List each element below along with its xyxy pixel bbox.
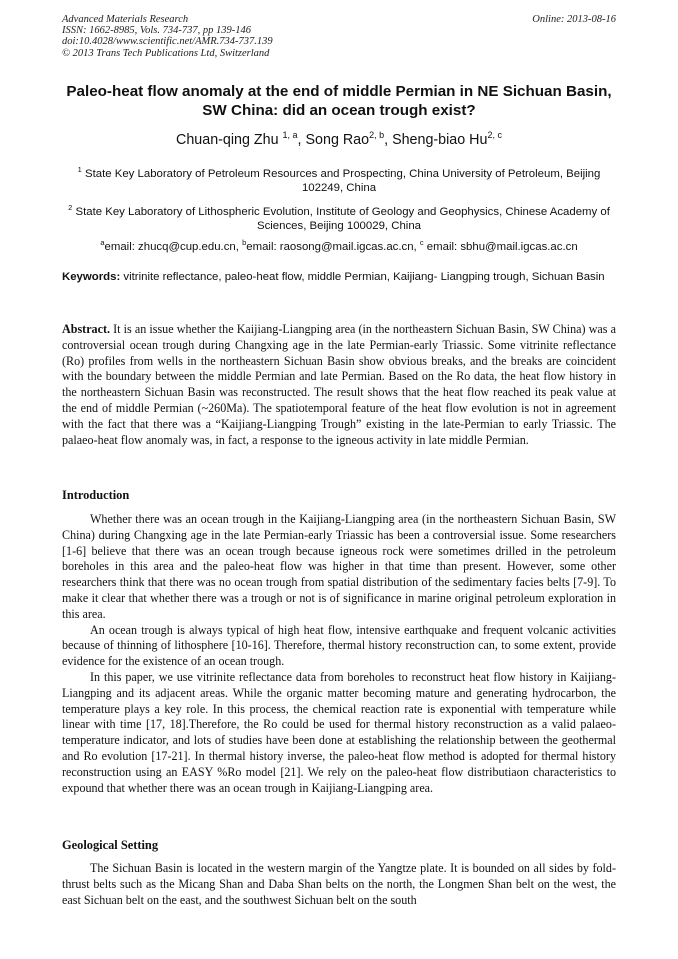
affiliation-2 xyxy=(62,201,616,234)
email-link[interactable]: email: zhucq@cup.edu.cn, xyxy=(104,240,243,253)
geological-setting-body xyxy=(62,861,616,908)
paper-title: Paleo-heat flow anomaly at the end of middle Permian in NE Sichuan Basin, SW China: did an ocean trough exist? xyxy=(66,83,612,119)
geological-setting-paragraph: The Sichuan Basin is located in the western margin of the Yangtze plate. It is bounded on all sides by fold-thrust belts such as the Micang Shan and Daba Shan belts on the north, the Longmen Shan belt on the west, the east Sichuan belt on the east, and the southwest Sichuan belt on the south xyxy=(62,861,616,907)
introduction-paragraph: Whether there was an ocean trough in the Kaijiang-Liangping area (in the northeastern Sichuan Basin, SW China) during Changxing age in the late Permian-early Triassic has been a controversial issue. Some researchers [1-6] believe that there was an ocean trough because igneous rock were sometimes drilled in the petroleum boreholes in this area and the paleo-heat flow was higher in that time than present. However, some other researchers think that there was no ocean trough from spatial distribution of the sedimentary facies belts [7-9]. To make it clear that whether there was a trough or not is of significance in marine original petroleum exploration in this area. xyxy=(62,512,616,621)
email-link[interactable]: email: sbhu@mail.igcas.ac.cn xyxy=(423,240,578,253)
author-sep: , xyxy=(297,131,306,148)
author-sep: , xyxy=(384,131,393,148)
introduction-paragraph: An ocean trough is always typical of high heat flow, intensive earthquake and frequent volcanic activities because of thinning of lithosphere [10-16]. Therefore, thermal history reconstruction can, to some extent, provide evidence for the existence of an ocean trough. xyxy=(62,622,616,669)
journal-name: Advanced Materials Research xyxy=(62,14,189,25)
issn-line: ISSN: 1662-8985, Vols. 734-737, pp 139-146 xyxy=(62,25,251,37)
affiliation-text: State Key Laboratory of Lithospheric Evolution, Institute of Geology and Geophysics, Chinese Academy of Sciences, Beijing 100029, China xyxy=(75,205,610,233)
keywords-text: vitrinite reflectance, paleo-heat flow, middle Permian, Kaijiang- Liangping trough, Sichuan Basin xyxy=(120,271,605,283)
introduction-body xyxy=(62,512,616,796)
affiliation-text: State Key Laboratory of Petroleum Resources and Prospecting, China University of Petroleum, Beijing 102249, China xyxy=(84,167,601,195)
copyright-line: © 2013 Trans Tech Publications Ltd, Switzerland xyxy=(62,47,270,59)
keywords-label: Keywords: xyxy=(62,271,121,283)
author-sup: 2, b xyxy=(369,130,385,140)
affiliation-1 xyxy=(62,163,616,196)
online-date: Online: 2013-08-16 xyxy=(532,14,616,25)
introduction-heading: Introduction xyxy=(62,488,130,502)
abstract-text: It is an issue whether the Kaijiang-Liangping area (in the northeastern Sichuan Basin, SW China) was a controversial ocean trough during Changxing age in the late Permian-early Triassic. Some vitrinite reflectance (Ro) profiles from wells in the northeastern Sichuan Basin show obvious breaks, and the breaks are coincident with the boundary between the middle Permian and late Permian. Based on the Ro data, the heat flow history in the northeastern Sichuan Basin was reconstructed. The result shows that the heat flow reached its peak value at the end of middle Permian (~260Ma). The spatiotemporal feature of the heat flow evolution is not in agreement with the fact that there was a “Kaijiang-Liangping Trough” existing in the late-Permian to early Triassic. The palaeo-heat flow anomaly was, in fact, a response to the igneous activity in late middle Permian. xyxy=(62,322,616,447)
email-sup: c xyxy=(419,238,424,247)
author-name: Song Rao xyxy=(305,131,370,148)
author-sup: 2, c xyxy=(487,130,502,140)
affiliation-number: 1 xyxy=(77,165,82,174)
email-sup: b xyxy=(242,238,247,247)
abstract-paragraph xyxy=(62,322,616,448)
introduction-paragraph: In this paper, we use vitrinite reflectance data from boreholes to reconstruct heat flow history in Kaijiang-Liangping and its adjacent areas. While the organic matter becoming mature and generating hydrocarbon, the temperature plays a key role. In this process, the chemical reaction rate is exponential with temperature while linear with time [17, 18].Therefore, the Ro could be used for thermal history reconstruction as a valid palaeo-temperature indicator, and lots of studies have been done at establishing the relationship between the geothermal and Ro evolution [17-21]. In thermal history inverse, the paleo-heat flow method is adopted for thermal history reconstruction using an EASY %Ro model [21]. We rely on the paleo-heat flow distributiaon characteristics to expound that whether there was an ocean trough in Kaijiang-Liangping area. xyxy=(62,669,616,795)
email-line xyxy=(62,236,616,254)
abstract-label: Abstract. xyxy=(62,322,111,336)
abstract xyxy=(62,322,616,448)
author-list xyxy=(62,130,616,148)
author-sup: 1, a xyxy=(282,130,298,140)
geological-setting-heading: Geological Setting xyxy=(62,838,159,852)
page-header xyxy=(62,14,616,59)
email-sup: a xyxy=(100,238,105,247)
affiliation-number: 2 xyxy=(68,203,73,212)
author-name: Sheng-biao Hu xyxy=(392,131,488,148)
doi-line: doi:10.4028/www.scientific.net/AMR.734-737.139 xyxy=(62,36,273,48)
author-name: Chuan-qing Zhu xyxy=(176,131,279,148)
email-link[interactable]: email: raosong@mail.igcas.ac.cn, xyxy=(246,240,420,253)
keywords xyxy=(62,270,616,285)
